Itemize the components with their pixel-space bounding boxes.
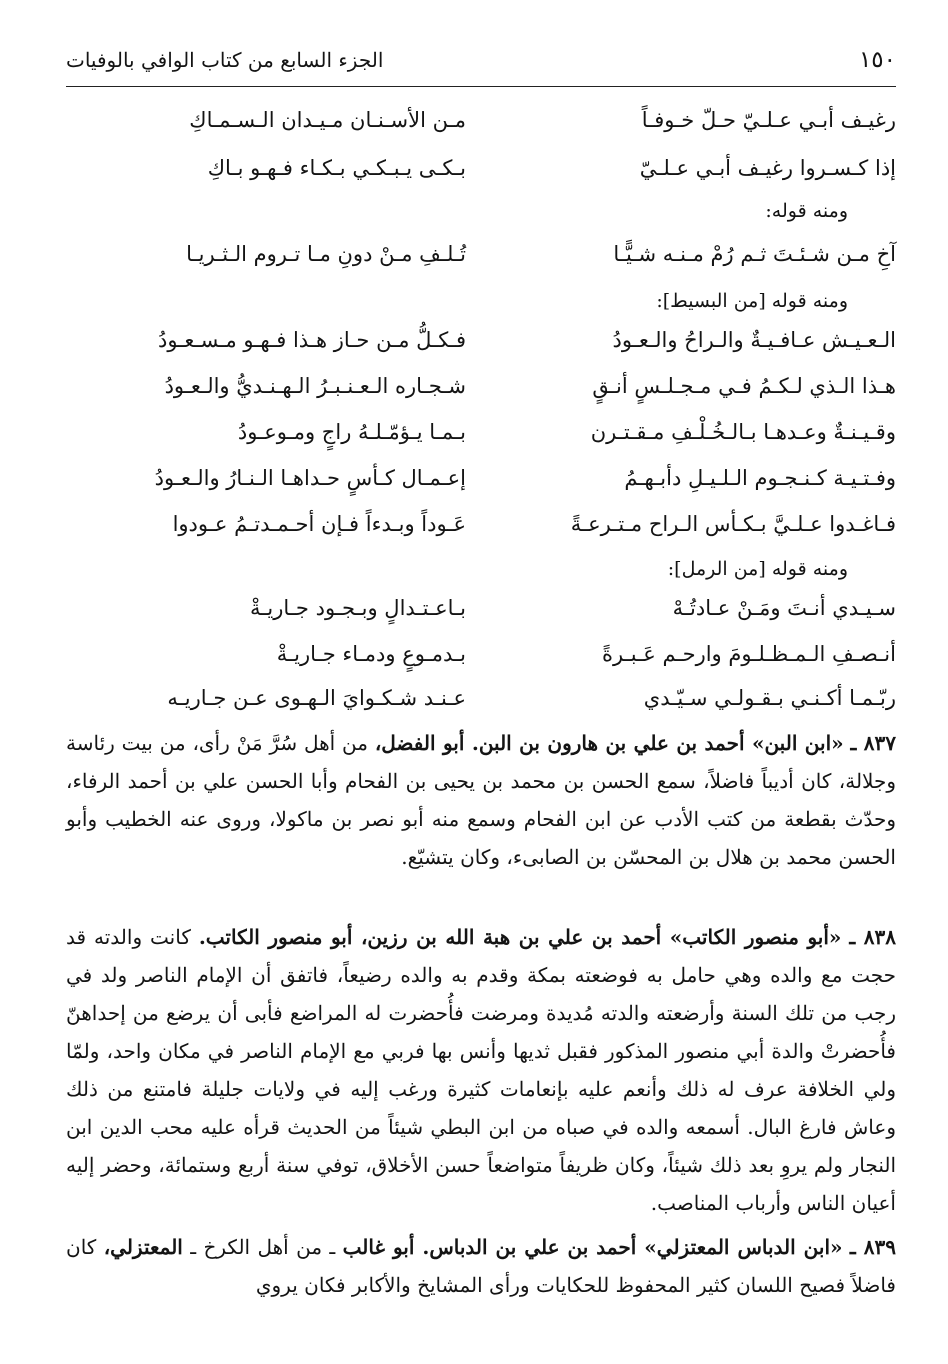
verse-second-hemistich: بـمـا يـؤمّـلـهُ راجٍ ومـوعـودُ <box>237 420 466 444</box>
entry-number: ٨٣٩ ـ <box>849 1235 896 1259</box>
entry-heading-suffix: المعتزلي، <box>103 1235 183 1259</box>
entry-heading: «ابن البن» أحمد بن علي بن هارون بن البن. أبو الفضل، <box>374 731 844 755</box>
verse-line <box>66 148 896 196</box>
verse-line <box>66 412 896 460</box>
entry-text: من أهل سُرَّ مَنْ رأى، من بيت رئاسة وجلالة، كان أديباً فاضلاً، سمع الحسن بن محمد بن يحيى بن الفحام وأبا الحسن علي بن أحمد الرفاء، وحدّث بقطعة من كتب الأدب عن ابن الفحام وسمع منه أبو نصر بن ماكولا، وروى عنه الخطيب وأبو الحسن محمد بن هلال بن المحسّن بن الصابىء، وكان يتشيّع. <box>66 731 896 869</box>
poem-intro: ومنه قوله [من الرمل]: <box>667 558 848 580</box>
verse-line <box>66 588 896 636</box>
verse-first-hemistich: وفـتـيـة كـنـجـوم الـلـيـلِ دأبـهـمُ <box>624 466 896 490</box>
verse-first-hemistich: ربّـمـا أكـنـي بـقـولـي سـيّـدي <box>643 686 896 710</box>
verse-second-hemistich: عَـوداً وبـدءاً فـإن أحـمـدتـمُ عـودوا <box>172 512 466 536</box>
verse-second-hemistich: بـكـى يـبـكـي بـكـاء فـهـو بـاكِ <box>207 156 466 180</box>
verse-second-hemistich: بـاعـتـدالٍ وبـجـود جـاريـةْ <box>249 596 466 620</box>
biography-entry <box>66 724 896 876</box>
entry-heading: «ابن الدباس المعتزلي» أحمد بن علي بن الدباس. أبو غالب <box>342 1235 843 1259</box>
verse-first-hemistich: هـذا الـذي لـكـمُ فـي مـجـلـسٍ أنـقٍ <box>592 374 896 398</box>
verse-second-hemistich: شـجـاره الـعـنـبـرُ الـهـنـديُّ والـعـودُ <box>164 374 466 398</box>
running-title: الجزء السابع من كتاب الوافي بالوفيات <box>66 48 384 72</box>
verse-line <box>66 234 896 282</box>
verse-second-hemistich: عـنـد شـكـوايَ الـهـوى عـن جـاريـه <box>167 686 466 710</box>
verse-first-hemistich: أنـصـفِ الـمـظـلـومَ وارحـم عَـبـرةً <box>602 642 896 666</box>
poem-intro: ومنه قوله: <box>765 200 848 222</box>
verse-second-hemistich: مـن الأسـنـان مـيـدان الـسـمـاكِ <box>189 108 466 132</box>
verse-first-hemistich: رغيـف أبـي عـلـيّ حـلّ خـوفـاً <box>641 108 896 132</box>
entry-text: كانت والدته قد حجت مع والده وهي حامل به فوضعته بمكة وقدم به والده رضيعاً، فاتفق أن الإمام الناصر ولد في رجب من تلك السنة وأرضعته والدته مُديدة ومرضت فأُحضرت له المراضع فأبى أن يرضع من إحداهنّ فأُحضرتْ والدة أبي منصور المذكور فقبل ثديها وأنس بها فربي مع الإمام الناصر في مكان واحد، ولمّا ولي الخلافة عرف له ذلك وأنعم عليه بإنعامات كثيرة ورغب إليه في ولايات جليلة فامتنع من ذلك وعاش فارغ البال. أسمعه والده في صباه من ابن البطي شيئاً من الحديث قرأه عليه محب الدين ابن النجار ولم يروِ بعد ذلك شيئاً، وكان ظريفاً متواضعاً حسن الأخلاق، توفي سنة أربع وستمائة، وحضر إليه أعيان الناس وأرباب المناصب. <box>66 925 896 1215</box>
verse-line <box>66 100 896 148</box>
verse-second-hemistich: تُـلـفِ مـنْ دونِ مـا تـروم الـثـريـا <box>186 242 466 266</box>
verse-line <box>66 634 896 682</box>
verse-first-hemistich: سـيـدي أنـتَ ومَـنْ عـادتُـهْ <box>672 596 896 620</box>
header-rule <box>66 86 896 87</box>
entry-number: ٨٣٧ ـ <box>850 731 897 755</box>
poem-intro: ومنه قوله [من البسيط]: <box>656 290 848 312</box>
entry-text: كان فاضلاً فصيح اللسان كثير المحفوظ للحكايات ورأى المشايخ والأكابر فكان يروي <box>66 1235 896 1297</box>
entry-text: ـ من أهل الكرخ ـ <box>182 1235 343 1259</box>
verse-second-hemistich: بـدمـوعٍ ودمـاء جـاريـةْ <box>276 642 466 666</box>
verse-second-hemistich: فـكـلُّ مـن حـاز هـذا فـهـو مـسـعـودُ <box>157 328 466 352</box>
verse-line <box>66 678 896 726</box>
verse-first-hemistich: وقـيـنـةٌ وعـدهـا بـالـخُـلْـفِ مـقـتـرن <box>590 420 896 444</box>
verse-line <box>66 458 896 506</box>
verse-line <box>66 366 896 414</box>
biography-entry <box>66 918 896 1222</box>
page-header <box>66 40 896 80</box>
verse-second-hemistich: إعـمـال كـأسٍ حـداهـا الـنـارُ والـعـودُ <box>154 466 466 490</box>
entry-heading: «أبو منصور الكاتب» أحمد بن علي بن هبة الله بن رزين، أبو منصور الكاتب. <box>198 925 842 949</box>
verse-first-hemistich: الـعـيـش عـافـيـةٌ والـراحُ والـعـودُ <box>612 328 896 352</box>
verse-line <box>66 320 896 368</box>
verse-line <box>66 504 896 552</box>
verse-first-hemistich: إذا كـسـروا رغيـف أبـي عـلـيّ <box>639 156 896 180</box>
biography-entry <box>66 1228 896 1304</box>
verse-first-hemistich: آخِ مـن شـئـتَ ثـم رُمْ مـنـه شـيًّـا <box>613 242 896 266</box>
verse-first-hemistich: فـاغـدوا عـلـيَّ بـكـأس الـراح مـتـرعـةً <box>570 512 896 536</box>
entry-number: ٨٣٨ ـ <box>849 925 897 949</box>
page-number: ١٥٠ <box>858 47 896 73</box>
